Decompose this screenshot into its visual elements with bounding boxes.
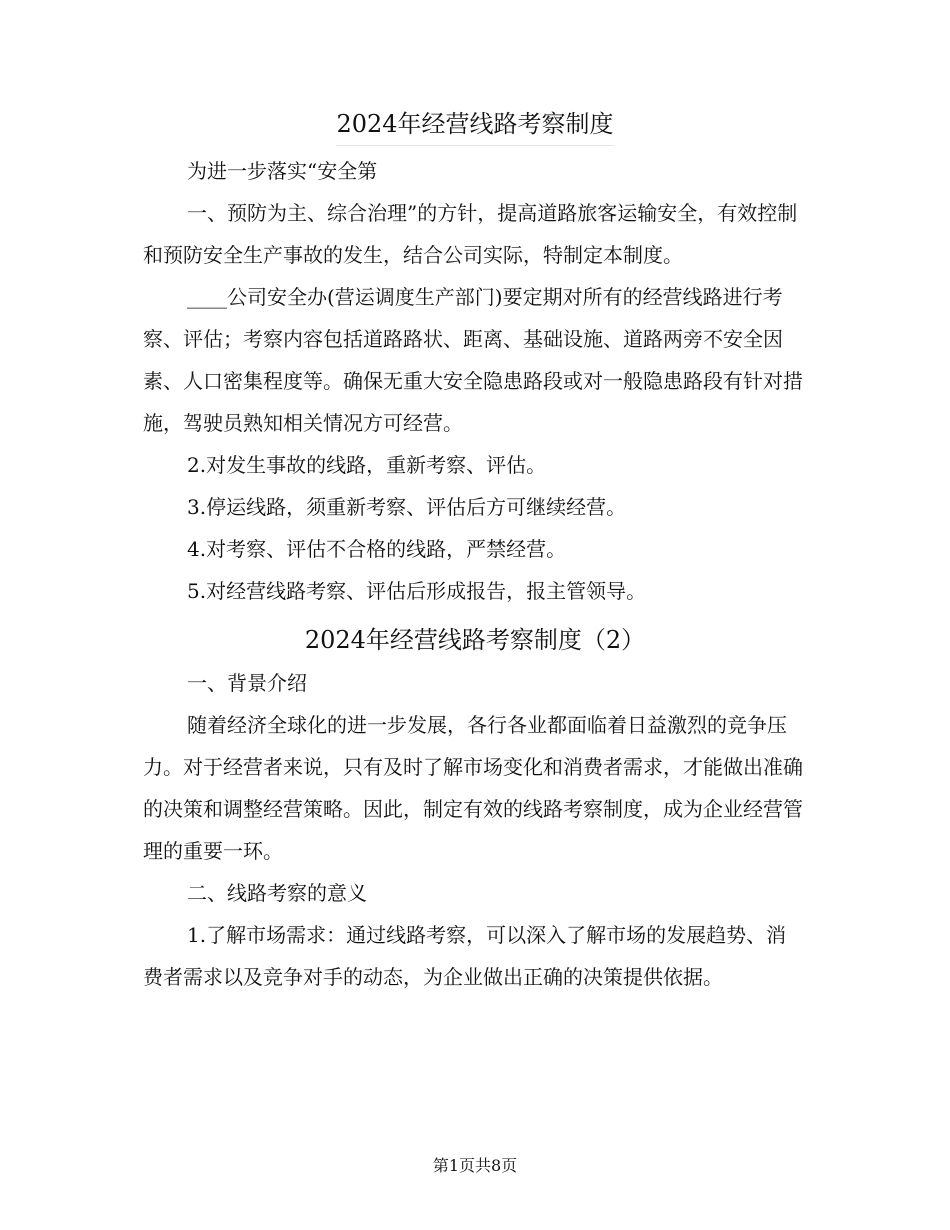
section-title-2: 2024年经营线路考察制度（2） [304,626,646,654]
document-title [0,104,950,146]
paragraph-item-5: 5.对经营线路考察、评估后形成报告，报主管领导。 [187,579,647,603]
paragraph-inspection: ____公司安全办(营运调度生产部门)要定期对所有的经营线路进行考察、评估；考察内容包括道路路状、距离、基础设施、道路两旁不安全因素、人口密集程度等。确保无重大安全隐患路段或对一般隐患路段有针对措施，驾驶员熟知相关情况方可经营。 [143,285,803,435]
paragraph-item-2: 2.对发生事故的线路，重新考察、评估。 [187,453,547,477]
paragraph-item-4: 4.对考察、评估不合格的线路，严禁经营。 [187,537,567,561]
heading-background: 一、背景介绍 [187,671,307,695]
heading-significance: 二、线路考察的意义 [187,881,367,905]
page-number: 第1页共8页 [432,1156,518,1175]
paragraph-item-3: 3.停运线路，须重新考察、评估后方可继续经营。 [187,495,627,519]
paragraph-intro: 为进一步落实“安全第 [187,159,378,183]
paragraph-background: 随着经济全球化的进一步发展，各行各业都面临着日益激烈的竞争压力。对于经营者来说，只有及时了解市场变化和消费者需求，才能做出准确的决策和调整经营策略。因此，制定有效的线路考察制度，成为企业经营管理的重要一环。 [143,713,803,863]
paragraph-policy: 一、预防为主、综合治理”的方针，提高道路旅客运输安全，有效控制和预防安全生产事故的发生，结合公司实际，特制定本制度。 [143,201,798,267]
paragraph-market-demand: 1.了解市场需求：通过线路考察，可以深入了解市场的发展趋势、消费者需求以及竞争对手的动态，为企业做出正确的决策提供依据。 [143,923,787,989]
document-title-text: 2024年经营线路考察制度 [336,104,613,146]
